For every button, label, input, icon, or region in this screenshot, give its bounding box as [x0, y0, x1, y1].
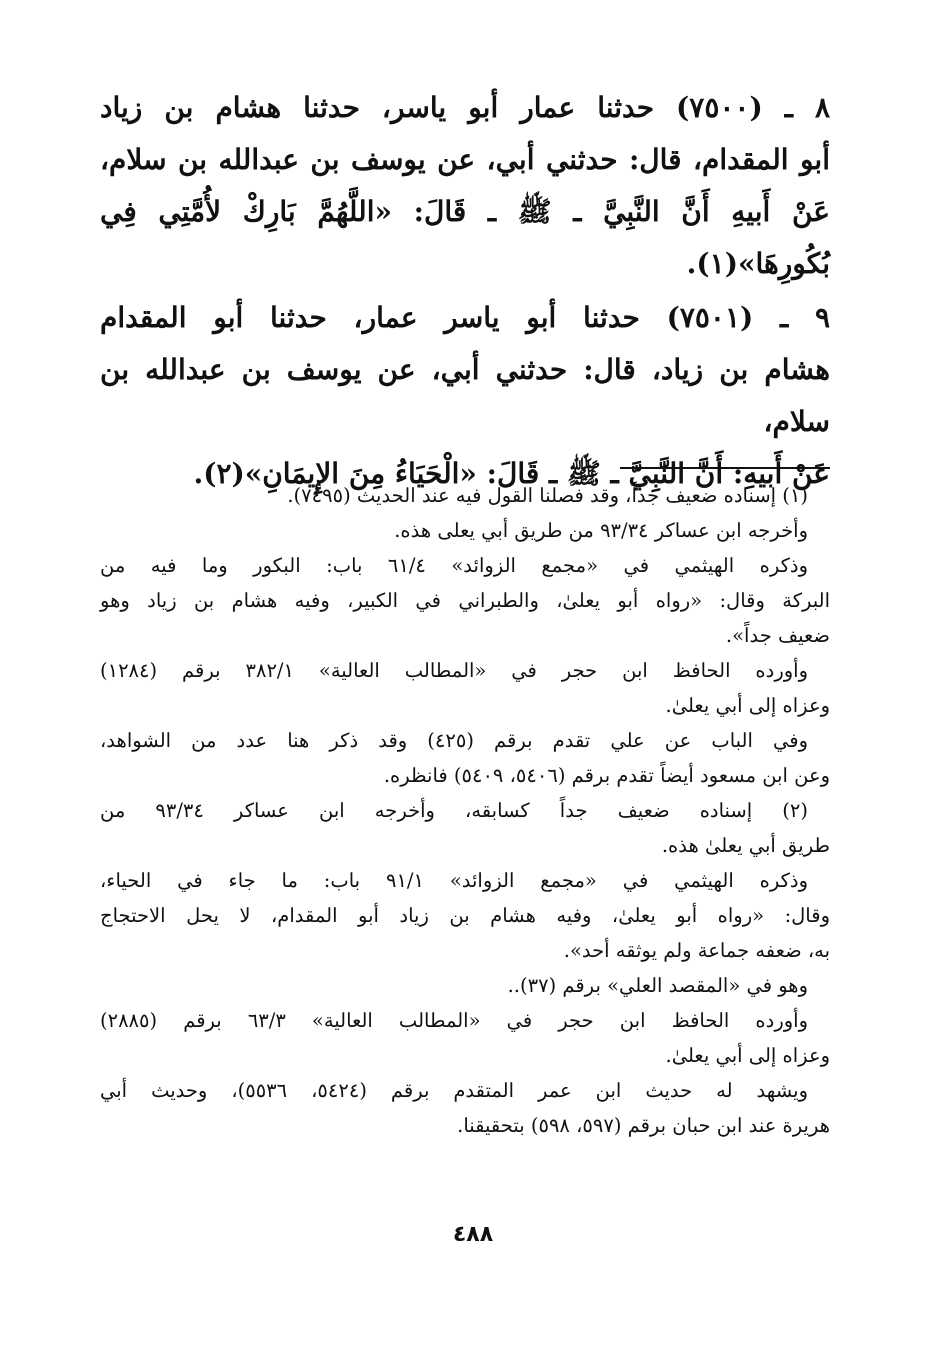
footnote-line: ويشهد له حديث ابن عمر المتقدم برقم (٥٤٢٤، ٥٥٣٦)، وحديث أبي [100, 1079, 808, 1102]
hadith-line: ٨ ـ (٧٥٠٠) حدثنا عمار أبو ياسر، حدثنا هشام بن زياد [100, 91, 830, 124]
hadith-7500 [100, 82, 830, 290]
page-body [100, 82, 831, 1137]
footnote-line: ضعيف جداً». [725, 624, 830, 647]
hadith-line: أبو المقدام، قال: حدثني أبي، عن يوسف بن عبدالله بن سلام، [100, 143, 830, 176]
footnote-line: به، ضعفه جماعة ولم يوثقه أحد». [563, 939, 830, 962]
footnotes [100, 478, 830, 1143]
footnote-line: طريق أبي يعلىٰ هذه. [661, 834, 830, 857]
footnote-line: وأورده الحافظ ابن حجر في «المطالب العالية» ٦٣/٣ برقم (٢٨٨٥) [100, 1009, 808, 1032]
page-number: ٤٨٨ [452, 1222, 494, 1247]
footnote-line: وأخرجه ابن عساكر ٩٣/٣٤ من طريق أبي يعلى هذه. [394, 519, 808, 542]
footnote-line: (١) إسناده ضعيف جداً، وقد فصلنا القول فيه عند الحديث (٧٤٩٥). [287, 484, 808, 507]
footnote-line: وعن ابن مسعود أيضاً تقدم برقم (٥٤٠٦، ٥٤٠٩) فانظره. [383, 764, 830, 787]
footnote-line: وفي الباب عن علي تقدم برقم (٤٢٥) وقد ذكر هنا عدد من الشواهد، [100, 729, 808, 752]
footnote-line: هريرة عند ابن حبان برقم (٥٩٧، ٥٩٨) بتحقيقنا. [457, 1114, 830, 1137]
hadith-line: عَنْ أَبيهِ: أَنَّ النَّبِيَّ ـ ﷺ ـ قَالَ: «الْحَيَاءُ مِنَ الإِيمَانِ»(٢). [193, 457, 830, 490]
footnote-line: (٢) إسناده ضعيف جداً كسابقه، وأخرجه ابن عساكر ٩٣/٣٤ من [100, 799, 808, 822]
footnote-line: وهو في «المقصد العلي» برقم (٣٧).. [507, 974, 808, 997]
hadith-line: بُكُورِهَا»(١). [686, 247, 830, 280]
hadith-line: عَنْ أَبيهِ أَنَّ النَّبِيَّ ـ ﷺ ـ قَالَ: «اللَّهُمَّ بَارِكْ لأُمَّتِي فِي [100, 195, 830, 228]
footnote-line: وأورده الحافظ ابن حجر في «المطالب العالية» ٣٨٢/١ برقم (١٢٨٤) [100, 659, 808, 682]
hadith-line: ٩ ـ (٧٥٠١) حدثنا أبو ياسر عمار، حدثنا أبو المقدام [100, 301, 831, 334]
footnote-line: البركة وقال: «رواه أبو يعلىٰ، والطبراني في الكبير، وفيه هشام بن زياد وهو [100, 589, 830, 612]
footnote-line: وذكره الهيثمي في «مجمع الزوائد» ٩١/١ باب: ما جاء في الحياء، [100, 869, 809, 892]
hadith-line: هشام بن زياد، قال: حدثني أبي، عن يوسف بن عبدالله بن سلام، [100, 353, 830, 438]
footnote-line: وعزاه إلى أبي يعلىٰ. [665, 694, 830, 717]
footnote-separator [620, 467, 830, 469]
footnote-line: وعزاه إلى أبي يعلىٰ. [665, 1044, 830, 1067]
footnote-line: وقال: «رواه أبو يعلىٰ، وفيه هشام بن زياد أبو المقدام، لا يحل الاحتجاج [100, 904, 830, 927]
footnote-line: وذكره الهيثمي في «مجمع الزوائد» ٦١/٤ باب: البكور وما فيه من [100, 554, 808, 577]
